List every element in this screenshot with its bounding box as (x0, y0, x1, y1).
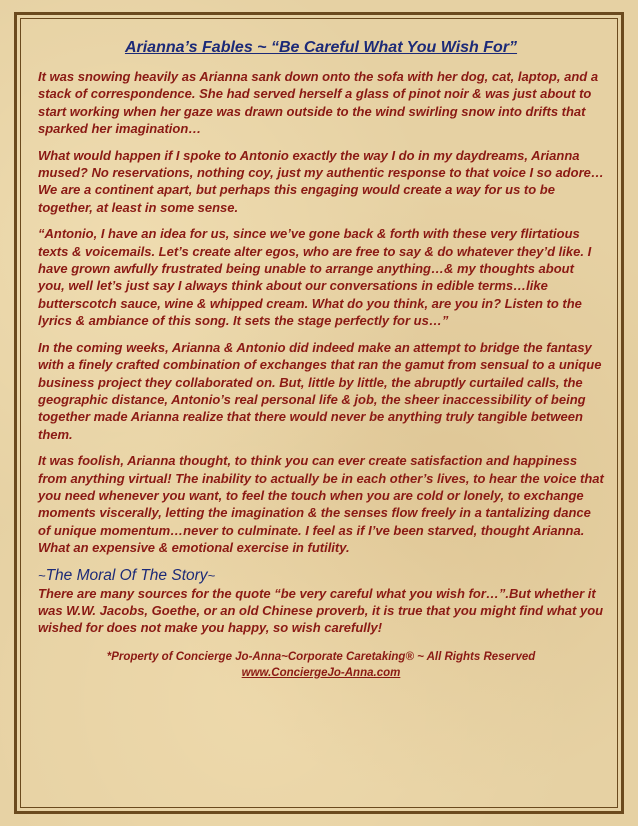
paragraph-2: What would happen if I spoke to Antonio exactly the way I do in my daydreams, Arianna mused? No reservations, nothing coy, just my authentic response to that voice I so adore…We are a continent apart, but perhaps this engaging would create a way for us to be together, at least in some sense. (38, 147, 604, 215)
paragraph-4: In the coming weeks, Arianna & Antonio did indeed make an attempt to bridge the fantasy with a finely crafted combination of exchanges that ran the gamut from sensual to a unique business project they collaborated on. But, little by little, the abruptly curtailed calls, the geographic distance, Antonio’s real personal life & job, the sheer inaccessibility of being together made Arianna realize that there would never be anything truly tangible between them. (38, 339, 602, 442)
paragraph-3: “Antonio, I have an idea for us, since we’ve gone back & forth with these very flirtatious texts & voicemails. Let’s create alter egos, who are free to say & do whatever they’d like. I have grown awfully frustrated being unable to arrange anything…& my thoughts about you, well let’s just say I always think about our conversations in edible terms…like butterscotch sauce, wine & whipped cream. What do you think, are you in? Listen to the lyrics & ambiance of this song. It sets the stage perfectly for us…” (38, 226, 592, 329)
website-link[interactable]: www.ConciergeJo-Anna.com (241, 666, 401, 679)
page-title: Arianna’s Fables ~ “Be Careful What You Wish For” (124, 39, 518, 56)
moral-heading (38, 566, 604, 585)
moral-text: There are many sources for the quote “be very careful what you wish for…”.But whether it was W.W. Jacobs, Goethe, or an old Chinese proverb, it is true that you might find what you wished for does not make you happy, so wish carefully! (38, 585, 604, 636)
moral-heading-text: The Moral Of The Story (45, 566, 208, 584)
moral-tilde-left: ~ (38, 567, 46, 583)
footer (38, 649, 604, 681)
paragraph-1: It was snowing heavily as Arianna sank down onto the sofa with her dog, cat, laptop, and a stack of correspondence. She had served herself a glass of pinot noir & was just about to start working when her gaze was drawn outside to the wind swirling snow into drifts that sparked her imagination… (38, 69, 599, 137)
copyright-notice: *Property of Concierge Jo-Anna~Corporate Caretaking® ~ All Rights Reserved (106, 650, 536, 663)
paragraph-5: It was foolish, Arianna thought, to think you can ever create satisfaction and happiness from anything virtual! The inability to actually be in each other’s lives, to hear the voice that you need whenever you want, to feel the touch when you are cold or lonely, to exchange moments viscerally, letting the imagination & the senses flow freely in a tantalizing dance of unique momentum…never to culminate. I feel as if I’ve been starved, thought Arianna. What an expensive & emotional exercise in futility. (38, 453, 604, 556)
document-body (38, 38, 604, 681)
moral-tilde-right: ~ (207, 567, 216, 583)
